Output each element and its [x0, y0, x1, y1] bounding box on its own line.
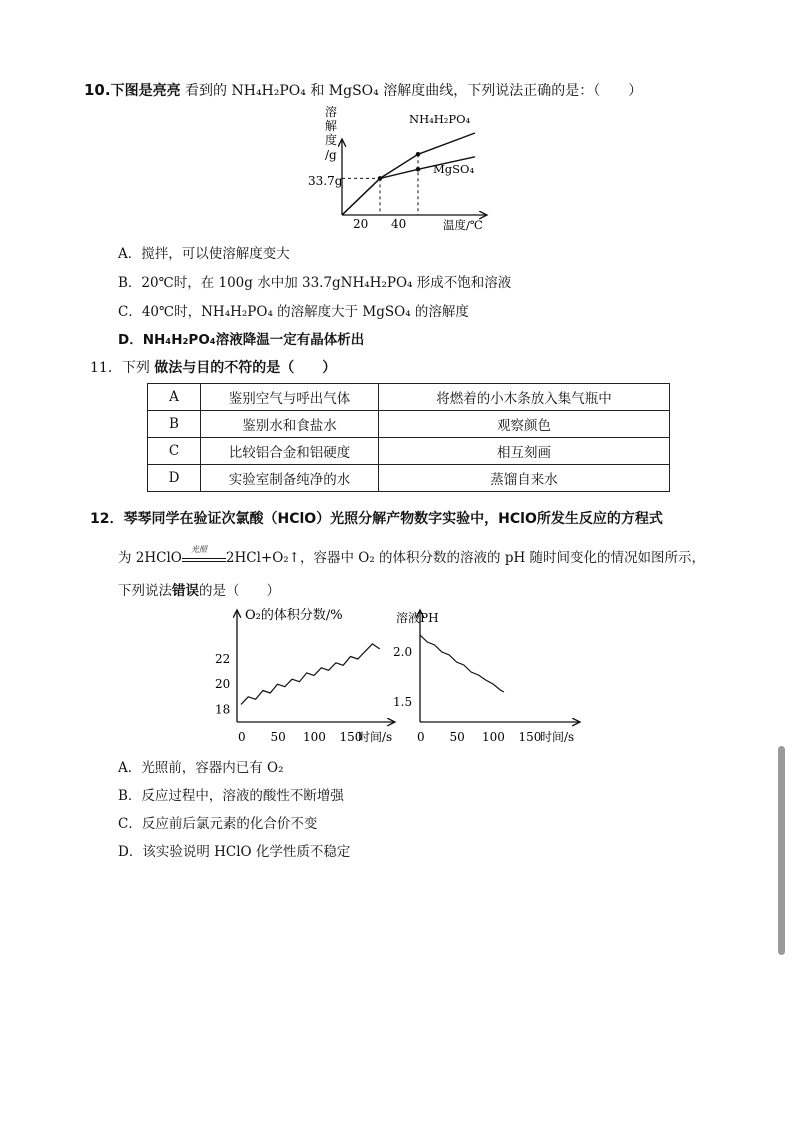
ph-x-tick: 100	[482, 730, 505, 744]
ph-series-line	[420, 635, 504, 692]
q12-line1: 12．琴琴同学在验证次氯酸（HClO）光照分解产物数字实验中，HClO所发生反应的方程式	[90, 511, 663, 527]
q10-x-tick-20: 20	[353, 217, 369, 231]
o2-y-tick: 20	[215, 677, 231, 692]
q12-option-b[interactable]: B．反应过程中，溶液的酸性不断增强	[118, 788, 344, 804]
q10-option-a[interactable]: A．搅拌，可以使溶解度变大	[118, 246, 290, 262]
ph-xlabel: 时间/s	[540, 730, 575, 744]
o2-xlabel: 时间/s	[358, 730, 393, 744]
table-cell: B	[148, 411, 201, 438]
q12-eq-cond: 光照	[190, 544, 207, 554]
equals-condition-icon	[182, 544, 226, 566]
table-row[interactable]	[148, 384, 670, 411]
q10-series1-label: NH₄H₂PO₄	[409, 112, 471, 126]
q12-line2	[118, 546, 705, 566]
q12-option-d[interactable]: D．该实验说明 HClO 化学性质不稳定	[118, 844, 351, 860]
o2-series-line	[241, 644, 380, 705]
o2-plot-area	[241, 644, 380, 705]
q12-line3	[118, 579, 280, 599]
data-point-40-mgso4	[416, 167, 421, 172]
q10-lead: 下图是亮亮	[110, 83, 181, 99]
q12-line3-em: 错误	[172, 583, 199, 599]
q10-title	[84, 80, 642, 100]
table-cell: 蒸馏自来水	[379, 465, 670, 492]
table-cell: C	[148, 438, 201, 465]
q12-o2-chart	[205, 604, 400, 750]
q11-title	[90, 357, 336, 377]
q10-x-tick-40: 40	[391, 217, 407, 231]
q10-xlabel: 温度/℃	[443, 218, 483, 232]
table-row[interactable]	[148, 411, 670, 438]
o2-y-tick: 18	[215, 702, 231, 717]
q12-eq-left: 为 2HClO	[118, 550, 182, 566]
q12-line3-pre: 下列说法	[118, 583, 172, 599]
q11-table	[147, 383, 670, 492]
ph-plot-area	[420, 635, 504, 692]
table-cell: 相互刻画	[379, 438, 670, 465]
ph-y-tick: 1.5	[393, 695, 413, 709]
ph-ticks	[393, 645, 541, 744]
o2-y-tick: 22	[215, 652, 231, 666]
q10-series2-label: MgSO₄	[433, 162, 475, 176]
o2-x-tick: 150	[339, 730, 363, 744]
table-row[interactable]	[148, 438, 670, 465]
table-cell: 鉴别水和食盐水	[201, 411, 379, 438]
o2-x-tick: 0	[238, 730, 246, 744]
q10-ylabel-1: 溶	[325, 105, 338, 119]
vertical-scrollbar[interactable]	[778, 746, 785, 955]
ph-title: 溶液PH	[396, 611, 439, 625]
data-point-20	[378, 176, 383, 181]
o2-x-tick: 50	[270, 730, 286, 744]
q10-solubility-chart	[308, 103, 505, 233]
q10-option-b[interactable]: B．20℃时，在 100g 水中加 33.7gNH₄H₂PO₄ 形成不饱和溶液	[118, 275, 512, 291]
q11-prefix: 11．下列	[90, 360, 150, 376]
q10-number: 10.	[84, 81, 111, 99]
o2-title: O₂的体积分数/%	[245, 608, 343, 623]
q10-ylabel-2: 解	[325, 119, 338, 133]
q10-text: 看到的 NH₄H₂PO₄ 和 MgSO₄ 溶解度曲线，下列说法正确的是：（ ）	[185, 83, 643, 99]
ph-y-tick: 2.0	[393, 645, 413, 659]
table-cell: 比较铝合金和铝硬度	[201, 438, 379, 465]
q10-ylabel-3: 度	[325, 133, 338, 147]
data-point-40-nh4	[416, 152, 421, 157]
table-cell: 观察颜色	[379, 411, 670, 438]
q10-option-d[interactable]: D．NH₄H₂PO₄溶液降温一定有晶体析出	[118, 332, 365, 348]
ph-x-tick: 0	[417, 730, 425, 744]
q12-eq-right: 2HCl+O₂↑，容器中 O₂ 的体积分数的溶液的 pH 随时间变化的情况如图所示，	[225, 550, 706, 566]
table-cell: A	[148, 384, 201, 411]
q10-option-c[interactable]: C．40℃时，NH₄H₂PO₄ 的溶解度大于 MgSO₄ 的溶解度	[118, 304, 469, 320]
table-cell: 将燃着的小木条放入集气瓶中	[379, 384, 670, 411]
table-cell: 鉴别空气与呼出气体	[201, 384, 379, 411]
table-cell: 实验室制备纯净的水	[201, 465, 379, 492]
q11-text: 做法与目的不符的是（ ）	[154, 360, 337, 376]
table-row[interactable]	[148, 465, 670, 492]
q12-ph-chart	[390, 604, 585, 750]
q10-y-mark: 33.7g	[308, 174, 343, 188]
q12-line3-post: 的是（ ）	[199, 583, 280, 599]
q10-ylabel-4: /g	[325, 148, 337, 162]
o2-x-tick: 100	[303, 730, 326, 744]
ph-x-tick: 50	[449, 730, 465, 744]
ph-x-tick: 150	[518, 730, 542, 744]
table-cell: D	[148, 465, 201, 492]
q12-option-c[interactable]: C．反应前后氯元素的化合价不变	[118, 816, 318, 832]
q12-option-a[interactable]: A．光照前，容器内已有 O₂	[118, 760, 284, 776]
